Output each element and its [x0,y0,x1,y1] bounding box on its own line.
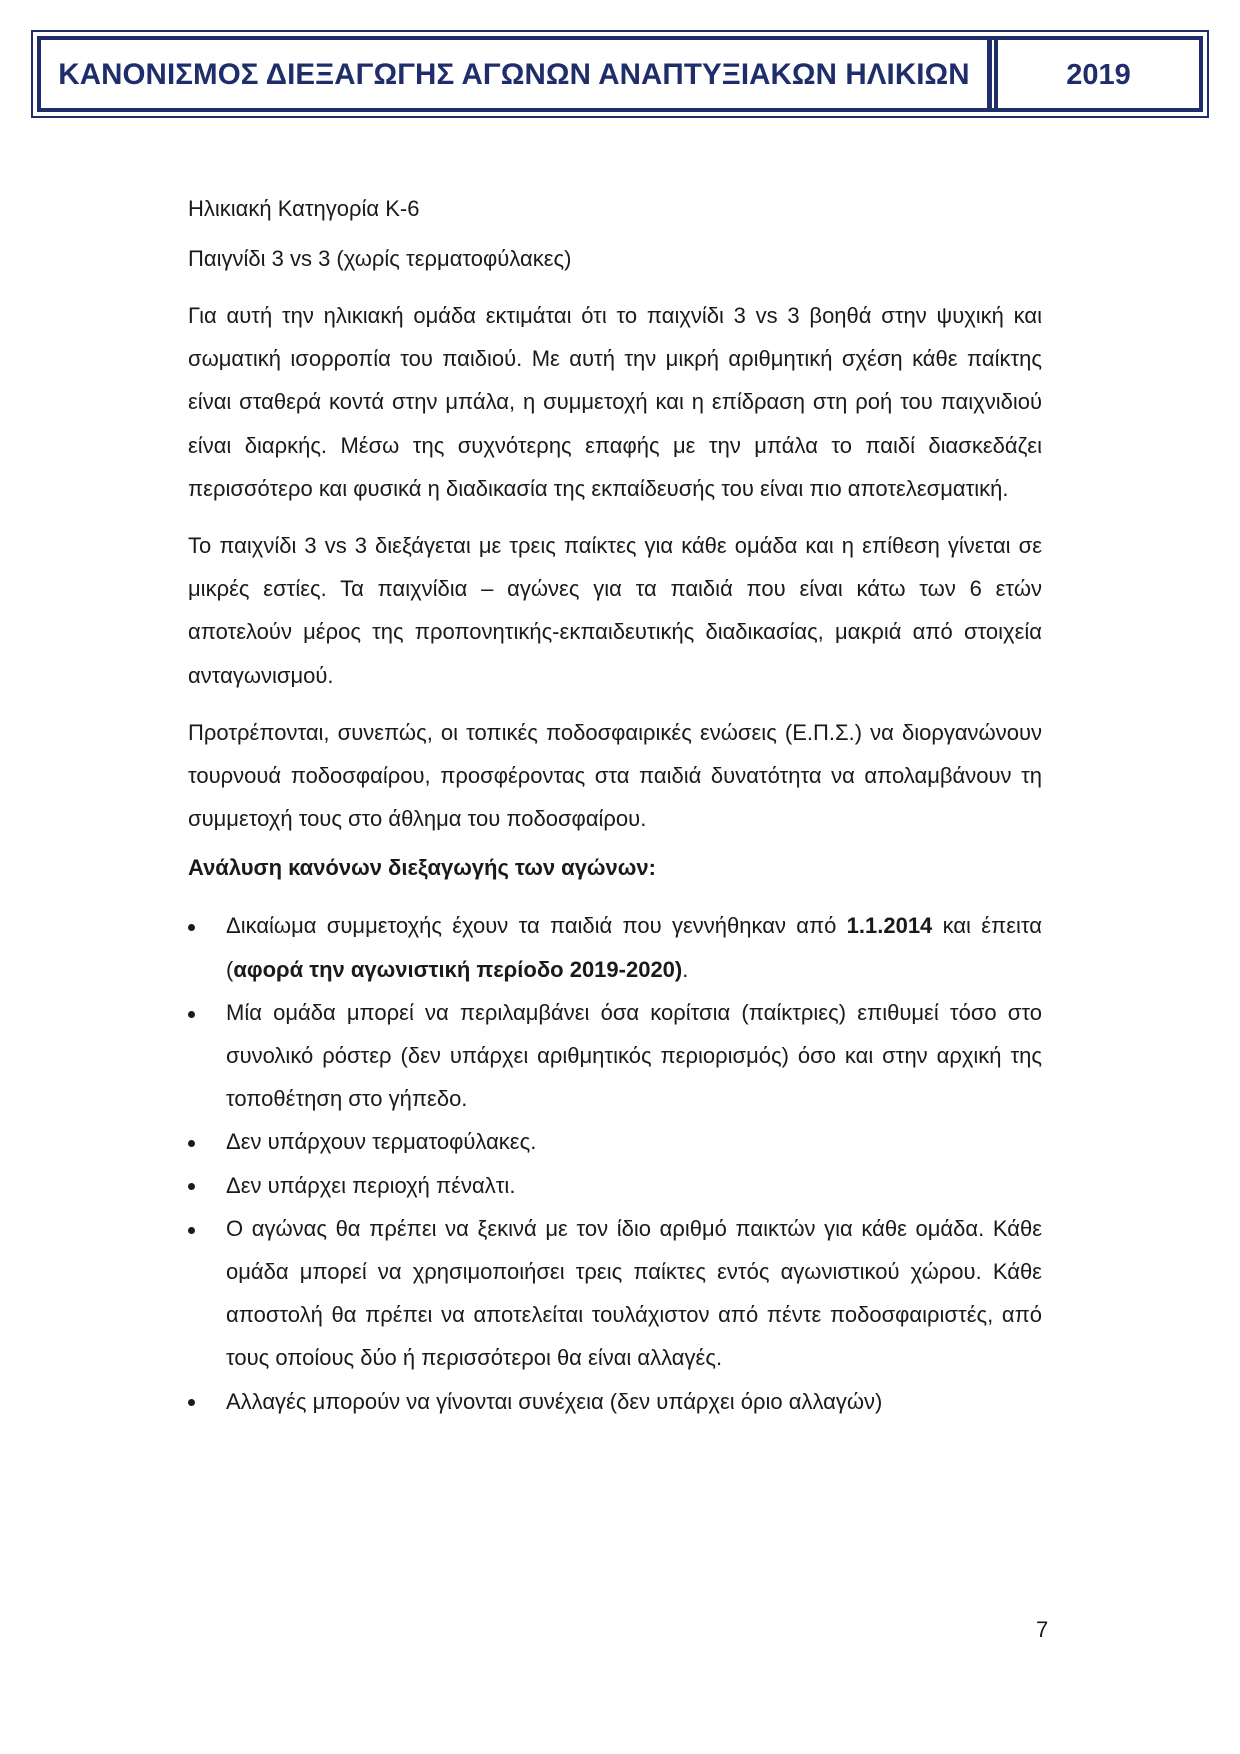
rule-no-goalkeepers-text: Δεν υπάρχουν τερματοφύλακες. [226,1129,537,1155]
header-title-cell [41,40,992,108]
rule-players [188,1207,1042,1380]
rule-girls [188,991,1042,1121]
document-title: ΚΑΝΟΝΙΣΜΟΣ ΔΙΕΞΑΓΩΓΗΣ ΑΓΩΝΩΝ ΑΝΑΠΤΥΞΙΑΚΩΝ ΗΛΙΚΙΩΝ [58,58,970,91]
bullet-icon [188,904,202,947]
paragraph-federations: Προτρέπονται, συνεπώς, οι τοπικές ποδοσφαιρικές ενώσεις (Ε.Π.Σ.) να διοργανώνουν τουρνουά ποδοσφαίρου, προσφέροντας στα παιδιά δυνατότητα να απολαμβάνουν τη συμμετοχή τους στο άθλημα του ποδοσφαίρου. [188,719,1042,832]
paragraph-format: Το παιχνίδι 3 vs 3 διεξάγεται με τρεις παίκτες για κάθε ομάδα και η επίθεση γίνεται σε μικρές εστίες. Τα παιχνίδια – αγώνες για τα παιδιά που είναι κάτω των 6 ετών αποτελούν μέρος της προπονητικής-εκπαιδευτικής διαδικασίας, μακριά από στοιχεία ανταγωνισμού. [188,533,1042,688]
page-number: 7 [1036,1617,1049,1642]
rule-players-text: Ο αγώνας θα πρέπει να ξεκινά με τον ίδιο αριθμό παικτών για κάθε ομάδα. Κάθε ομάδα μπορεί να χρησιμοποιήσει τρεις παίκτες εντός αγωνιστικού χώρου. Κάθε αποστολή θα πρέπει να αποτελείται τουλάχιστον από πέντε ποδοσφαιριστές, από τους οποίους δύο ή περισσότεροι θα είναι αλλαγές. [226,1215,1042,1371]
rule-no-penalty-area-text: Δεν υπάρχει περιοχή πέναλτι. [226,1172,516,1198]
document-year: 2019 [1066,58,1131,91]
document-body [188,195,1042,1423]
bullet-icon [188,1164,202,1207]
rule-substitutions-text: Αλλαγές μπορούν να γίνονται συνέχεια (δεν υπάρχει όριο αλλαγών) [226,1388,883,1414]
header-frame [37,36,1203,112]
eligibility-season: αφορά την αγωνιστική περίοδο 2019-2020) [233,956,683,982]
bullet-icon [188,1380,202,1423]
eligibility-date: 1.1.2014 [846,913,933,939]
rule-no-goalkeepers [188,1120,1042,1163]
rule-substitutions [188,1380,1042,1423]
paragraph-intro: Για αυτή την ηλικιακή ομάδα εκτιμάται ότι το παιχνίδι 3 vs 3 βοηθά στην ψυχική και σωματική ισορροπία του παιδιού. Με αυτή την μικρή αριθμητική σχέση κάθε παίκτης είναι σταθερά κοντά στην μπάλα, η συμμετοχή και η επίδραση στη ροή του παιχνιδιού είναι διαρκής. Μέσω της συχνότερης επαφής με την μπάλα το παιδί διασκεδάζει περισσότερο και φυσικά η διαδικασία της εκπαίδευσής του είναι πιο αποτελεσματική. [188,303,1042,501]
rule-eligibility-text-3: . [682,956,689,982]
rule-eligibility-text-2: και έπειτα ( [226,913,1042,982]
bullet-icon [188,1120,202,1163]
rule-no-penalty-area [188,1164,1042,1207]
bullet-icon [188,1207,202,1250]
rules-heading: Ανάλυση κανόνων διεξαγωγής των αγώνων: [188,855,656,881]
rules-list [188,904,1042,1422]
game-format-heading: Παιγνίδι 3 vs 3 (χωρίς τερματοφύλακες) [188,246,572,271]
bullet-icon [188,991,202,1034]
document-header [31,30,1209,118]
header-year-cell [994,40,1199,108]
age-category-heading: Ηλικιακή Κατηγορία Κ-6 [188,196,420,221]
rule-eligibility [188,904,1042,990]
rule-eligibility-text: Δικαίωμα συμμετοχής έχουν τα παιδιά που γεννήθηκαν από [226,913,847,939]
rule-girls-text: Μία ομάδα μπορεί να περιλαμβάνει όσα κορίτσια (παίκτριες) επιθυμεί τόσο στο συνολικό ρόστερ (δεν υπάρχει αριθμητικός περιορισμός) όσο και στην αρχική της τοποθέτηση στο γήπεδο. [226,999,1042,1112]
